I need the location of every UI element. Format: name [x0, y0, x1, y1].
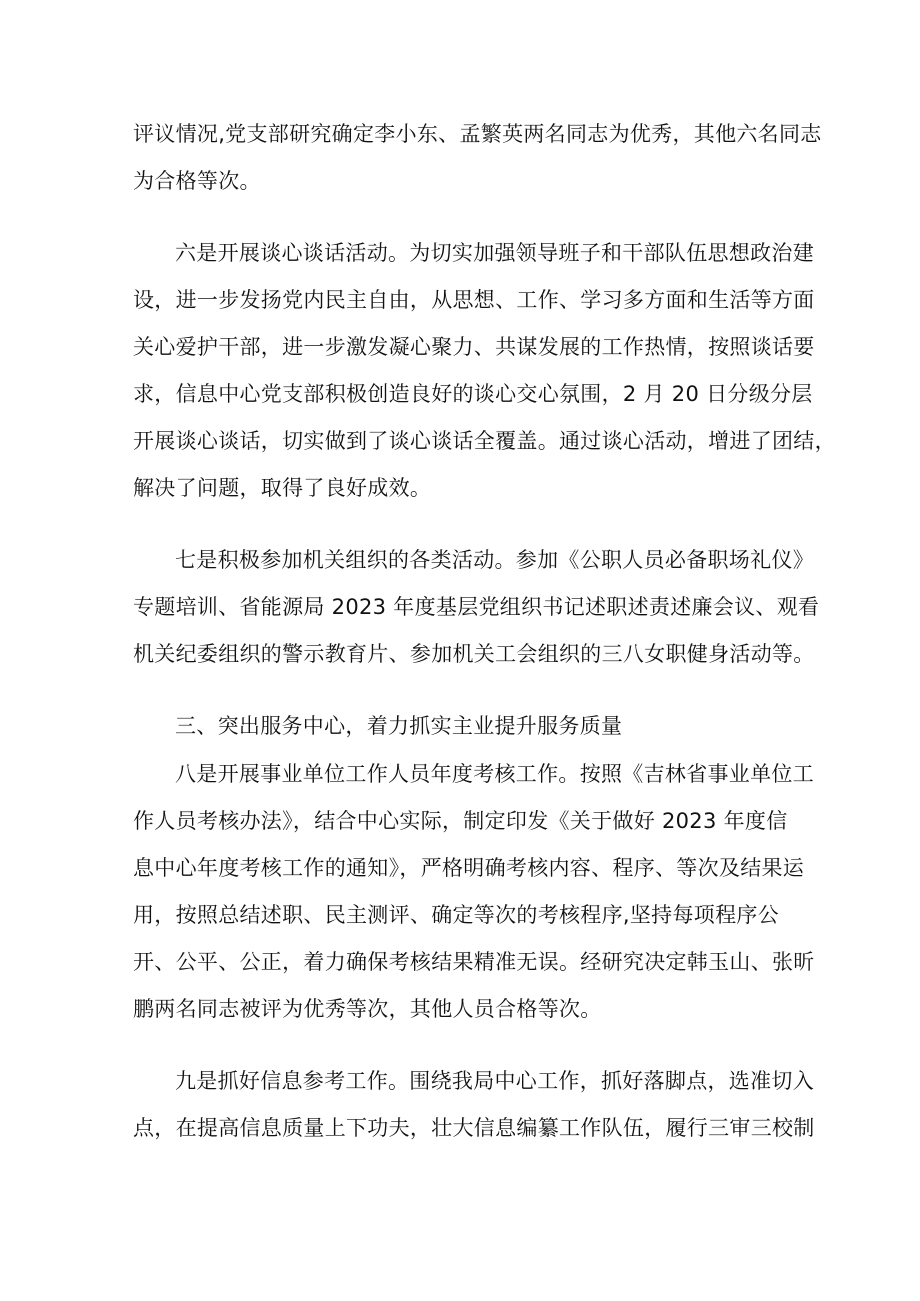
paragraph-4-line-3: 息中心年度考核工作的通知》，严格明确考核内容、程序、等次及结果运: [133, 856, 805, 880]
paragraph-2-line-4: 求，信息中心党支部积极创造良好的谈心交心氛围，2 月 20 日分级分层: [133, 382, 813, 406]
paragraph-3-line-2: 专题培训、省能源局 2023 年度基层党组织书记述职述责述廉会议、观看: [133, 595, 820, 619]
paragraph-5-line-2: 点，在提高信息质量上下功夫，壮大信息编纂工作队伍，履行三审三校制: [133, 1116, 815, 1140]
paragraph-2-line-2: 设，进一步发扬党内民主自由，从思想、工作、学习多方面和生活等方面: [133, 288, 815, 312]
paragraph-2-line-6: 解决了问题，取得了良好成效。: [133, 476, 432, 500]
paragraph-4-line-6: 鹏两名同志被评为优秀等次，其他人员合格等次。: [133, 997, 602, 1021]
paragraph-1-line-2: 为合格等次。: [133, 169, 261, 193]
paragraph-3-line-3: 机关纪委组织的警示教育片、参加机关工会组织的三八女职健身活动等。: [133, 642, 815, 666]
paragraph-1-line-1: 评议情况,党支部研究确定李小东、孟繁英两名同志为优秀，其他六名同志: [133, 122, 822, 146]
paragraph-2-line-1: 六是开展谈心谈话活动。为切实加强领导班子和干部队伍思想政治建: [175, 241, 814, 265]
paragraph-5-line-1: 九是抓好信息参考工作。围绕我局中心工作，抓好落脚点，选准切入: [175, 1069, 814, 1093]
paragraph-2-line-5: 开展谈心谈话，切实做到了谈心谈话全覆盖。通过谈心活动，增进了团结，: [133, 429, 836, 453]
section-heading-3: 三、突出服务中心，着力抓实主业提升服务质量: [175, 714, 623, 738]
paragraph-4-line-4: 用，按照总结述职、民主测评、确定等次的考核程序,坚持每项程序公: [133, 903, 779, 927]
paragraph-4-line-1: 八是开展事业单位工作人员年度考核工作。按照《吉林省事业单位工: [175, 762, 814, 786]
paragraph-2-line-3: 关心爱护干部，进一步激发凝心聚力、共谋发展的工作热情，按照谈话要: [133, 335, 815, 359]
paragraph-4-line-2: 作人员考核办法》，结合中心实际，制定印发《关于做好 2023 年度信: [133, 809, 788, 833]
paragraph-4-line-5: 开、公平、公正，着力确保考核结果精准无误。经研究决定韩玉山、张昕: [133, 950, 815, 974]
paragraph-3-line-1: 七是积极参加机关组织的各类活动。参加《公职人员必备职场礼仪》: [175, 548, 814, 572]
